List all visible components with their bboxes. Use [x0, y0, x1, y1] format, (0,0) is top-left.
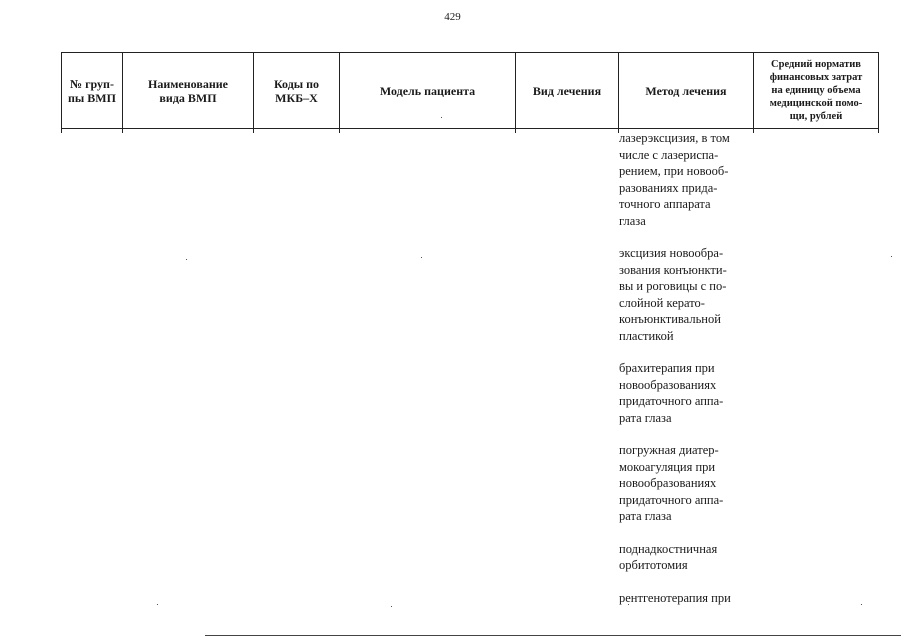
icd-codes-header-text: Коды по МКБ–Х — [273, 76, 320, 105]
scan-speck — [891, 256, 892, 257]
group-number-header-text: № груп- пы ВМП — [68, 76, 116, 105]
scan-speck — [186, 259, 187, 260]
treatment-method-header-text: Метод лечения — [645, 83, 727, 98]
method-item: брахитерапия при новообразованиях придаточного аппа- рата глаза — [619, 361, 724, 425]
col-header-icd-codes — [254, 53, 340, 129]
scan-speck — [861, 604, 862, 605]
col-header-patient-model — [340, 53, 516, 129]
column-rule — [878, 128, 879, 133]
method-item: погружная диатер- мокоагуляция при новообразованиях придаточного аппа- рата глаза — [619, 443, 724, 523]
method-item: поднадкостничная орбитотомия — [619, 541, 718, 572]
column-rule — [122, 128, 123, 133]
scan-speck — [391, 606, 392, 607]
header-row — [62, 53, 879, 129]
scan-speck — [157, 604, 158, 605]
col-header-vmp-name — [123, 53, 254, 129]
method-item: рентгенотерапия при — [619, 590, 731, 605]
treatment-type-header-text: Вид лечения — [532, 83, 602, 98]
column-rule — [61, 128, 62, 133]
table-header — [61, 52, 879, 129]
treatment-method-column — [619, 130, 755, 622]
column-rule — [515, 128, 516, 133]
col-header-treatment-type — [516, 53, 619, 129]
column-rule — [339, 128, 340, 133]
col-header-group-number — [62, 53, 123, 129]
bottom-rule — [205, 635, 901, 636]
page-number: 429 — [444, 11, 461, 23]
scan-speck — [421, 257, 422, 258]
method-item: эксцизия новообра- зования конъюнкти- вы и роговицы с по- слойной керато- конъюнктивальной пластикой — [619, 246, 727, 343]
col-header-treatment-method — [619, 53, 754, 129]
col-header-cost-standard — [754, 53, 879, 129]
scan-speck — [628, 604, 629, 605]
cost-standard-header-text: Средний норматив финансовых затрат на единицу объема медицинской помо- щи, рублей — [769, 59, 863, 122]
vmp-name-header-text: Наименование вида ВМП — [148, 76, 228, 105]
method-item: лазерэксцизия, в том числе с лазериспа- рением, при новооб- разованиях прида- точного аппарата глаза — [619, 131, 730, 228]
column-rule — [253, 128, 254, 133]
patient-model-header-text: Модель пациента — [379, 83, 476, 98]
scan-speck — [441, 117, 442, 118]
